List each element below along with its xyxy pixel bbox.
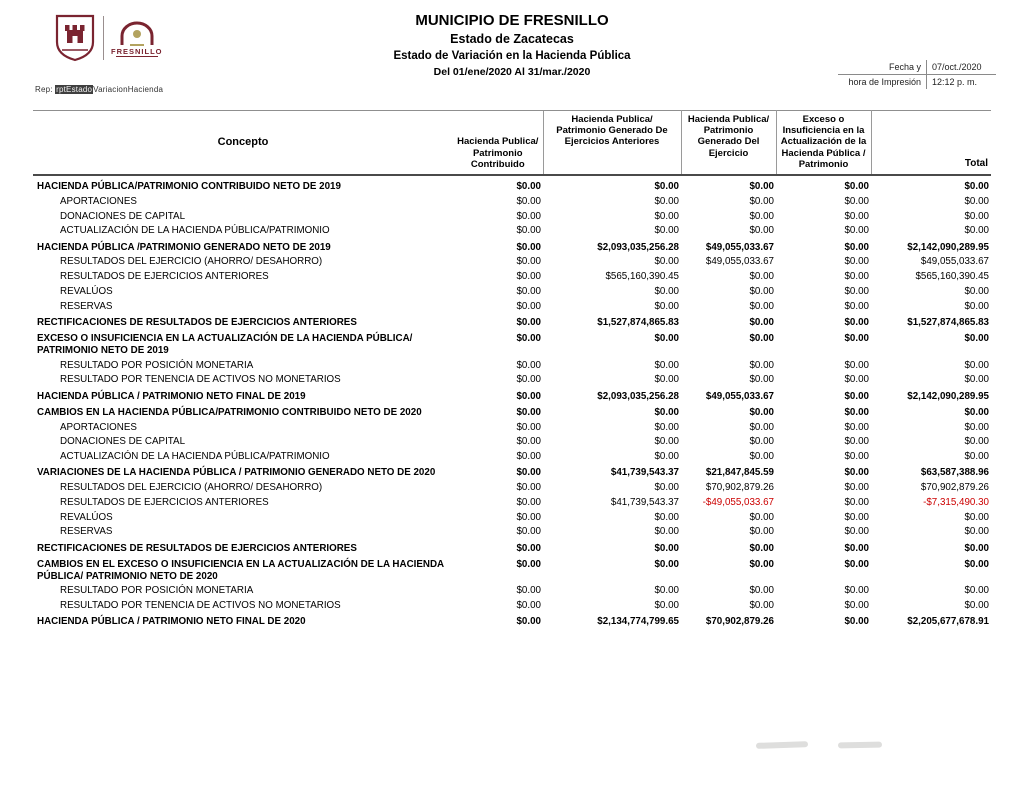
table-row [33,556,991,584]
amount-cell-exceso: $0.00 [844,496,869,508]
concept-cell: RESULTADOS DE EJERCICIOS ANTERIORES [60,271,269,283]
amount-cell-exceso: $0.00 [844,374,869,386]
amount-cell-contribuido: $0.00 [516,482,541,494]
amount-cell-contribuido: $0.00 [516,585,541,597]
concept-cell: DONACIONES DE CAPITAL [60,210,186,222]
amount-cell-generado-ejercicio: $49,055,033.67 [705,390,774,402]
amount-cell-generado-anteriores: $0.00 [654,542,679,554]
amount-cell-generado-ejercicio: $0.00 [749,558,774,570]
amount-cell-total: $0.00 [964,585,989,597]
concept-cell: RESULTADO POR POSICIÓN MONETARIA [60,359,254,371]
table-row [33,358,991,373]
amount-cell-contribuido: $0.00 [516,300,541,312]
amount-cell-total: $0.00 [964,511,989,523]
amount-cell-generado-anteriores: $0.00 [654,300,679,312]
table-row [33,284,991,299]
amount-cell-contribuido: $0.00 [516,511,541,523]
amount-cell-generado-anteriores: $0.00 [654,600,679,612]
amount-cell-contribuido: $0.00 [516,271,541,283]
amount-cell-contribuido: $0.00 [516,406,541,418]
amount-cell-total: $2,142,090,289.95 [907,390,989,402]
amount-cell-generado-ejercicio: $0.00 [749,359,774,371]
table-row [33,330,991,358]
table-row [33,584,991,599]
concept-cell: HACIENDA PÚBLICA / PATRIMONIO NETO FINAL DE 2020 [37,616,306,628]
concept-cell: CAMBIOS EN EL EXCESO O INSUFICIENCIA EN LA ACTUALIZACIÓN DE LA HACIENDA PÚBLICA/ PATRIMONIO NETO DE 2020 [37,558,444,582]
amount-cell-generado-anteriores: $2,093,035,256.28 [597,390,679,402]
amount-cell-total: -$7,315,490.30 [923,496,989,508]
concept-cell: VARIACIONES DE LA HACIENDA PÚBLICA / PATRIMONIO GENERADO NETO DE 2020 [37,467,436,479]
amount-cell-total: $0.00 [964,333,989,345]
concept-cell: ACTUALIZACIÓN DE LA HACIENDA PÚBLICA/PATRIMONIO [60,225,330,237]
smudge-mark [838,742,882,749]
amount-cell-exceso: $0.00 [844,558,869,570]
table-row [33,314,991,330]
amount-cell-contribuido: $0.00 [516,195,541,207]
concept-cell: APORTACIONES [60,195,137,207]
amount-cell-generado-ejercicio: $49,055,033.67 [705,241,774,253]
amount-cell-generado-ejercicio: $0.00 [749,421,774,433]
table-row [33,194,991,209]
report-name: Estado de Variación en la Hacienda Pública [393,50,631,63]
amount-cell-exceso: $0.00 [844,181,869,193]
coat-of-arms-icon [54,14,96,62]
amount-cell-exceso: $0.00 [844,436,869,448]
amount-cell-contribuido: $0.00 [516,181,541,193]
amount-cell-generado-anteriores: $41,739,543.37 [610,467,679,479]
amount-cell-total: $0.00 [964,285,989,297]
amount-cell-contribuido: $0.00 [516,374,541,386]
amount-cell-generado-ejercicio: $0.00 [749,406,774,418]
concept-cell: RESULTADO POR TENENCIA DE ACTIVOS NO MONETARIOS [60,600,341,612]
amount-cell-contribuido: $0.00 [516,359,541,371]
amount-cell-contribuido: $0.00 [516,333,541,345]
amount-cell-contribuido: $0.00 [516,241,541,253]
amount-cell-generado-anteriores: $41,739,543.37 [610,496,679,508]
table-row [33,224,991,239]
amount-cell-generado-anteriores: $0.00 [654,210,679,222]
amount-cell-generado-anteriores: $0.00 [654,359,679,371]
amount-cell-generado-anteriores: $1,527,874,865.83 [597,316,679,328]
amount-cell-contribuido: $0.00 [516,256,541,268]
amount-cell-exceso: $0.00 [844,600,869,612]
amount-cell-exceso: $0.00 [844,316,869,328]
amount-cell-generado-anteriores: $565,160,390.45 [605,271,679,283]
concept-cell: CAMBIOS EN LA HACIENDA PÚBLICA/PATRIMONIO CONTRIBUIDO NETO DE 2020 [37,406,422,418]
amount-cell-contribuido: $0.00 [516,616,541,628]
table-row [33,420,991,435]
table-row [33,464,991,480]
table-row [33,388,991,404]
amount-cell-exceso: $0.00 [844,271,869,283]
report-state: Estado de Zacatecas [450,31,574,46]
amount-cell-generado-anteriores: $0.00 [654,406,679,418]
amount-cell-generado-anteriores: $0.00 [654,421,679,433]
amount-cell-exceso: $0.00 [844,256,869,268]
table-row [33,299,991,314]
fresnillo-logo [111,19,163,58]
amount-cell-total: $0.00 [964,374,989,386]
table-row [33,270,991,285]
amount-cell-exceso: $0.00 [844,526,869,538]
amount-cell-total: $0.00 [964,225,989,237]
amount-cell-generado-ejercicio: $0.00 [749,285,774,297]
concept-cell: RESULTADOS DEL EJERCICIO (AHORRO/ DESAHORRO) [60,256,323,268]
amount-cell-total: $0.00 [964,451,989,463]
table-row [33,404,991,420]
amount-cell-generado-anteriores: $0.00 [654,374,679,386]
print-info [838,60,996,89]
table-row [33,373,991,388]
amount-cell-exceso: $0.00 [844,359,869,371]
amount-cell-contribuido: $0.00 [516,496,541,508]
amount-cell-contribuido: $0.00 [516,390,541,402]
concept-cell: ACTUALIZACIÓN DE LA HACIENDA PÚBLICA/PATRIMONIO [60,451,330,463]
amount-cell-generado-ejercicio: $0.00 [749,542,774,554]
amount-cell-total: $0.00 [964,195,989,207]
amount-cell-generado-ejercicio: $0.00 [749,316,774,328]
amount-cell-exceso: $0.00 [844,390,869,402]
amount-cell-total: $0.00 [964,526,989,538]
table-row [33,481,991,496]
amount-cell-total: $0.00 [964,210,989,222]
concept-cell: RESERVAS [60,300,113,312]
amount-cell-total: $565,160,390.45 [915,271,989,283]
print-date-label: Fecha y [838,60,927,74]
concept-cell: HACIENDA PÚBLICA / PATRIMONIO NETO FINAL DE 2019 [37,390,306,402]
col-header-total: Total [871,111,991,176]
concept-cell: RESULTADO POR TENENCIA DE ACTIVOS NO MONETARIOS [60,374,341,386]
amount-cell-generado-anteriores: $0.00 [654,436,679,448]
amount-cell-contribuido: $0.00 [516,467,541,479]
amount-cell-exceso: $0.00 [844,616,869,628]
concept-cell: APORTACIONES [60,421,137,433]
amount-cell-exceso: $0.00 [844,451,869,463]
amount-cell-generado-anteriores: $0.00 [654,333,679,345]
amount-cell-exceso: $0.00 [844,195,869,207]
concept-cell: RECTIFICACIONES DE RESULTADOS DE EJERCICIOS ANTERIORES [37,316,357,328]
fresnillo-logo-text: FRESNILLO [111,46,163,56]
amount-cell-contribuido: $0.00 [516,451,541,463]
amount-cell-total: $0.00 [964,181,989,193]
amount-cell-contribuido: $0.00 [516,436,541,448]
amount-cell-exceso: $0.00 [844,210,869,222]
amount-cell-exceso: $0.00 [844,225,869,237]
amount-cell-total: $0.00 [964,436,989,448]
col-header-generado-ejercicio: Hacienda Publica/ Patrimonio Generado Del Ejercicio [681,111,776,176]
amount-cell-contribuido: $0.00 [516,526,541,538]
print-time-value: 12:12 p. m. [932,77,978,87]
amount-cell-generado-ejercicio: $0.00 [749,181,774,193]
amount-cell-total: $0.00 [964,542,989,554]
report-header [0,0,1024,96]
amount-cell-generado-anteriores: $0.00 [654,526,679,538]
table-row [33,435,991,450]
amount-cell-exceso: $0.00 [844,511,869,523]
table-row [33,209,991,224]
fresnillo-arch-icon [117,19,157,47]
amount-cell-generado-anteriores: $0.00 [654,451,679,463]
amount-cell-generado-ejercicio: $49,055,033.67 [705,256,774,268]
amount-cell-exceso: $0.00 [844,333,869,345]
amount-cell-total: $70,902,879.26 [920,482,989,494]
table-row [33,175,991,194]
amount-cell-generado-anteriores: $0.00 [654,181,679,193]
amount-cell-total: $0.00 [964,359,989,371]
amount-cell-exceso: $0.00 [844,241,869,253]
print-time-row [838,75,996,89]
amount-cell-generado-ejercicio: $70,902,879.26 [705,482,774,494]
amount-cell-generado-ejercicio: -$49,055,033.67 [702,496,774,508]
fresnillo-logo-rule [116,56,158,57]
amount-cell-contribuido: $0.00 [516,210,541,222]
amount-cell-contribuido: $0.00 [516,558,541,570]
amount-cell-contribuido: $0.00 [516,316,541,328]
variation-table [33,110,991,630]
amount-cell-total: $49,055,033.67 [920,256,989,268]
amount-cell-exceso: $0.00 [844,285,869,297]
amount-cell-total: $0.00 [964,558,989,570]
concept-cell: REVALÚOS [60,285,113,297]
concept-cell: DONACIONES DE CAPITAL [60,436,186,448]
concept-cell: REVALÚOS [60,511,113,523]
report-id-line [35,85,163,94]
table-row [33,510,991,525]
amount-cell-total: $0.00 [964,300,989,312]
amount-cell-generado-ejercicio: $0.00 [749,195,774,207]
amount-cell-contribuido: $0.00 [516,285,541,297]
amount-cell-generado-ejercicio: $0.00 [749,210,774,222]
table-row [33,540,991,556]
amount-cell-generado-anteriores: $0.00 [654,585,679,597]
amount-cell-generado-anteriores: $0.00 [654,511,679,523]
amount-cell-generado-ejercicio: $0.00 [749,225,774,237]
amount-cell-contribuido: $0.00 [516,542,541,554]
amount-cell-generado-ejercicio: $0.00 [749,333,774,345]
amount-cell-exceso: $0.00 [844,406,869,418]
amount-cell-exceso: $0.00 [844,482,869,494]
amount-cell-generado-ejercicio: $0.00 [749,374,774,386]
col-header-patrimonio-contribuido: Hacienda Publica/ Patrimonio Contribuido [453,111,543,176]
amount-cell-total: $63,587,388.96 [920,467,989,479]
municipality-logos [54,12,163,64]
amount-cell-generado-anteriores: $0.00 [654,558,679,570]
col-header-concepto: Concepto [33,111,453,176]
amount-cell-generado-ejercicio: $0.00 [749,436,774,448]
concept-cell: RESERVAS [60,526,113,538]
amount-cell-generado-ejercicio: $0.00 [749,526,774,538]
amount-cell-contribuido: $0.00 [516,421,541,433]
amount-cell-generado-ejercicio: $0.00 [749,271,774,283]
amount-cell-total: $2,142,090,289.95 [907,241,989,253]
amount-cell-generado-ejercicio: $0.00 [749,585,774,597]
amount-cell-exceso: $0.00 [844,300,869,312]
amount-cell-generado-anteriores: $2,134,774,799.65 [597,616,679,628]
table-row [33,525,991,540]
concept-cell: RESULTADOS DEL EJERCICIO (AHORRO/ DESAHORRO) [60,482,323,494]
amount-cell-generado-ejercicio: $21,847,845.59 [705,467,774,479]
report-id-highlight: rptEstado [56,85,93,94]
amount-cell-generado-anteriores: $0.00 [654,195,679,207]
amount-cell-generado-anteriores: $2,093,035,256.28 [597,241,679,253]
amount-cell-generado-anteriores: $0.00 [654,285,679,297]
print-time-label: hora de Impresión [838,75,927,89]
amount-cell-generado-ejercicio: $0.00 [749,300,774,312]
amount-cell-total: $1,527,874,865.83 [907,316,989,328]
amount-cell-generado-ejercicio: $0.00 [749,451,774,463]
concept-cell: HACIENDA PÚBLICA /PATRIMONIO GENERADO NETO DE 2019 [37,241,331,253]
amount-cell-generado-ejercicio: $70,902,879.26 [705,616,774,628]
table-row [33,239,991,255]
amount-cell-generado-anteriores: $0.00 [654,256,679,268]
amount-cell-total: $2,205,677,678.91 [907,616,989,628]
amount-cell-total: $0.00 [964,421,989,433]
concept-cell: RESULTADOS DE EJERCICIOS ANTERIORES [60,496,269,508]
amount-cell-exceso: $0.00 [844,542,869,554]
col-header-exceso-insuficiencia: Exceso o Insuficiencia en la Actualización de la Hacienda Pública / Patrimonio [776,111,871,176]
amount-cell-generado-ejercicio: $0.00 [749,600,774,612]
print-date-row [838,60,996,75]
concept-cell: RECTIFICACIONES DE RESULTADOS DE EJERCICIOS ANTERIORES [37,542,357,554]
table-row [33,255,991,270]
report-id-prefix: Rep: [35,85,56,94]
table-row [33,599,991,614]
amount-cell-total: $0.00 [964,600,989,612]
report-id-suffix: VariacionHacienda [93,85,164,94]
amount-cell-total: $0.00 [964,406,989,418]
concept-cell: HACIENDA PÚBLICA/PATRIMONIO CONTRIBUIDO NETO DE 2019 [37,181,341,193]
col-header-generado-anteriores: Hacienda Publica/ Patrimonio Generado De Ejercicios Anteriores [543,111,681,176]
report-period: Del 01/ene/2020 Al 31/mar./2020 [433,65,591,78]
amount-cell-contribuido: $0.00 [516,600,541,612]
amount-cell-generado-ejercicio: $0.00 [749,511,774,523]
concept-cell: EXCESO O INSUFICIENCIA EN LA ACTUALIZACIÓN DE LA HACIENDA PÚBLICA/ PATRIMONIO NETO DE 2019 [37,333,413,356]
amount-cell-exceso: $0.00 [844,467,869,479]
table-row [33,450,991,465]
amount-cell-exceso: $0.00 [844,421,869,433]
smudge-mark [756,741,808,749]
table-header [33,111,991,176]
print-date-value: 07/oct./2020 [932,62,982,72]
amount-cell-contribuido: $0.00 [516,225,541,237]
concept-cell: RESULTADO POR POSICIÓN MONETARIA [60,585,254,597]
table-row [33,613,991,629]
report-title: MUNICIPIO DE FRESNILLO [415,12,609,29]
amount-cell-exceso: $0.00 [844,585,869,597]
table-body [33,175,991,630]
amount-cell-generado-anteriores: $0.00 [654,225,679,237]
amount-cell-generado-anteriores: $0.00 [654,482,679,494]
logo-divider [103,16,104,60]
table-row [33,495,991,510]
